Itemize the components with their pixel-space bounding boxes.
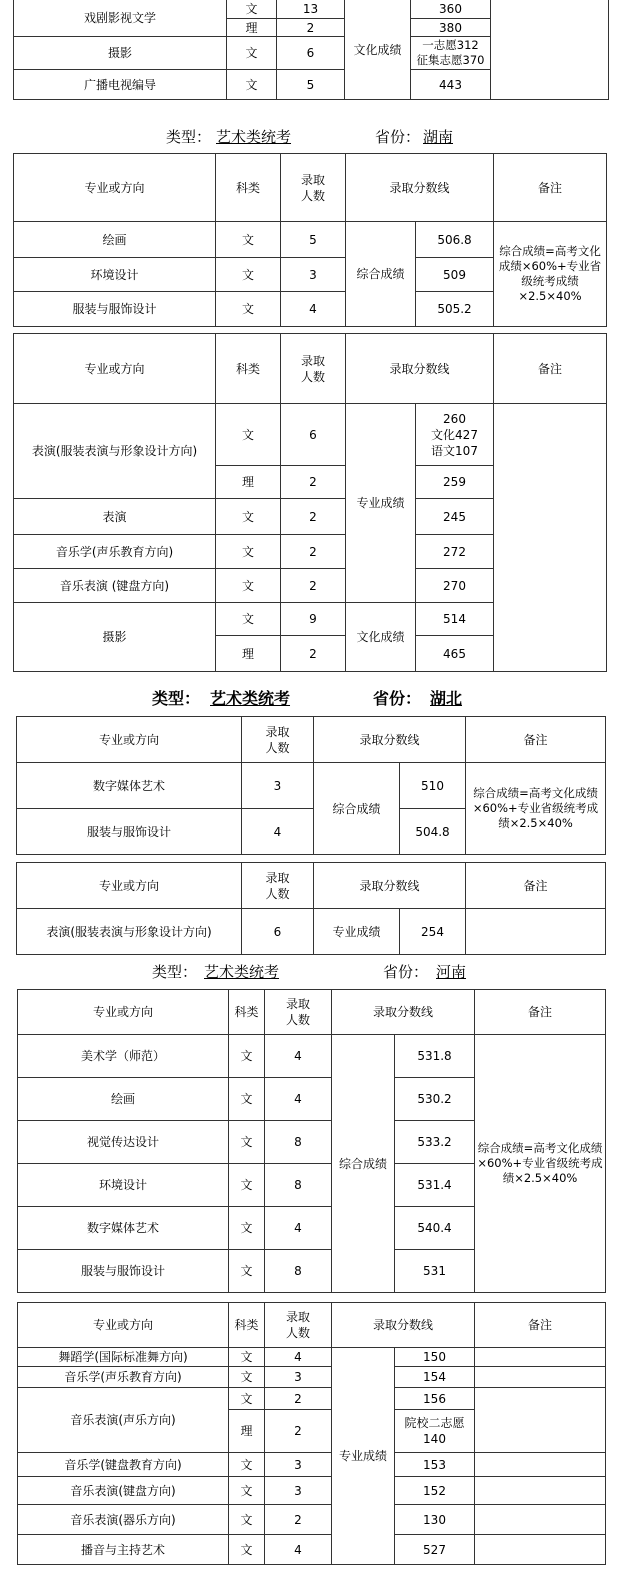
hubei-professional-table [16, 862, 606, 955]
subject-cell: 文 [216, 535, 281, 569]
major-cell: 摄影 [14, 603, 216, 672]
header-count-line: 录取 [300, 172, 325, 187]
subject-cell: 文 [229, 1388, 265, 1410]
score-type-cell: 综合成绩 [346, 222, 416, 327]
score-cell: 254 [400, 909, 466, 955]
note-cell: 综合成绩=高考文化成绩×60%+专业省级统考成绩×2.5×40% [475, 1035, 606, 1293]
subject-cell: 文 [229, 1035, 265, 1078]
score-cell [395, 1410, 475, 1453]
subject-cell: 文 [216, 499, 281, 535]
subject-cell: 文 [229, 1535, 265, 1565]
score-type-cell: 文化成绩 [346, 603, 416, 672]
score-cell: 259 [416, 466, 494, 499]
count-cell: 3 [265, 1453, 332, 1477]
note-cell [466, 909, 606, 955]
subject-cell: 文 [229, 1207, 265, 1250]
score-cell: 380 [411, 19, 491, 37]
score-cell [411, 37, 491, 70]
count-cell: 4 [265, 1035, 332, 1078]
count-cell: 2 [281, 636, 346, 672]
score-cell: 153 [395, 1453, 475, 1477]
subject-cell: 文 [216, 222, 281, 258]
score-line: 语文107 [431, 443, 478, 458]
count-cell: 6 [242, 909, 314, 955]
header-major: 专业或方向 [17, 863, 242, 909]
subject-cell: 文 [216, 292, 281, 327]
header-count-line: 人数 [265, 740, 290, 755]
type-label: 类型： [152, 963, 198, 981]
count-cell: 9 [281, 603, 346, 636]
subject-cell: 文 [229, 1121, 265, 1164]
section-heading-hubei [0, 682, 632, 708]
score-cell: 272 [416, 535, 494, 569]
count-cell: 3 [265, 1477, 332, 1505]
header-count-line: 录取 [265, 724, 290, 739]
henan-comprehensive-table [17, 989, 606, 1293]
score-cell: 530.2 [395, 1078, 475, 1121]
count-cell: 5 [277, 70, 345, 100]
header-note: 备注 [466, 717, 606, 763]
type-value: 艺术类统考 [216, 128, 292, 146]
subject-cell: 理 [227, 19, 277, 37]
count-cell: 2 [281, 499, 346, 535]
header-major: 专业或方向 [18, 1303, 229, 1348]
count-cell: 2 [277, 19, 345, 37]
score-type-cell: 专业成绩 [346, 404, 416, 603]
score-cell: 245 [416, 499, 494, 535]
section-heading-henan [0, 957, 632, 983]
hunan-professional-table [13, 333, 607, 672]
header-major: 专业或方向 [18, 990, 229, 1035]
subject-cell: 文 [229, 1348, 265, 1367]
header-note: 备注 [475, 990, 606, 1035]
count-cell: 2 [265, 1388, 332, 1410]
count-cell: 8 [265, 1164, 332, 1207]
subject-cell: 理 [216, 636, 281, 672]
type-value: 艺术类统考 [204, 963, 280, 981]
count-cell: 4 [265, 1535, 332, 1565]
header-count-line: 人数 [285, 1013, 310, 1027]
major-cell: 音乐表演(声乐方向) [18, 1388, 229, 1453]
type-label: 类型： [166, 128, 212, 146]
count-cell: 2 [281, 466, 346, 499]
header-count-line: 录取 [265, 870, 290, 885]
province-value: 湖北 [430, 689, 463, 708]
score-line: 院校二志愿 [404, 1416, 465, 1430]
note-cell [475, 1477, 606, 1505]
type-value: 艺术类统考 [210, 689, 291, 708]
note-cell [475, 1348, 606, 1367]
score-cell: 533.2 [395, 1121, 475, 1164]
major-cell: 服装与服饰设计 [14, 292, 216, 327]
score-cell: 510 [400, 763, 466, 809]
header-subject: 科类 [216, 154, 281, 222]
subject-cell: 文 [216, 603, 281, 636]
header-count [265, 1303, 332, 1348]
count-cell: 8 [265, 1121, 332, 1164]
score-line: 140 [423, 1432, 446, 1446]
major-cell: 数字媒体艺术 [17, 763, 242, 809]
header-count-line: 人数 [300, 369, 325, 384]
header-major: 专业或方向 [17, 717, 242, 763]
count-cell: 2 [281, 535, 346, 569]
major-cell: 音乐表演(键盘方向) [18, 1477, 229, 1505]
score-cell: 130 [395, 1505, 475, 1535]
note-cell [491, 0, 609, 100]
header-score-line: 录取分数线 [314, 717, 466, 763]
header-count-line: 录取 [285, 997, 310, 1011]
major-cell: 环境设计 [18, 1164, 229, 1207]
score-cell: 527 [395, 1535, 475, 1565]
subject-cell: 文 [229, 1453, 265, 1477]
count-cell: 6 [281, 404, 346, 466]
subject-cell: 文 [229, 1078, 265, 1121]
score-type-cell: 文化成绩 [345, 0, 411, 100]
header-count [265, 990, 332, 1035]
subject-cell: 文 [216, 569, 281, 603]
score-cell: 531 [395, 1250, 475, 1293]
score-line: 260 [443, 411, 466, 426]
score-type-cell: 综合成绩 [332, 1035, 395, 1293]
major-cell: 美术学（师范） [18, 1035, 229, 1078]
major-cell: 摄影 [14, 37, 227, 70]
note-cell [475, 1388, 606, 1453]
province-label: 省份： [373, 689, 422, 708]
major-cell: 服装与服饰设计 [17, 809, 242, 855]
subject-cell: 文 [216, 404, 281, 466]
score-cell: 505.2 [416, 292, 494, 327]
major-cell: 广播电视编导 [14, 70, 227, 100]
count-cell: 4 [265, 1078, 332, 1121]
count-cell: 6 [277, 37, 345, 70]
hunan-comprehensive-table [13, 153, 607, 327]
header-score-line: 录取分数线 [346, 154, 494, 222]
major-cell: 表演 [14, 499, 216, 535]
major-cell: 音乐表演(器乐方向) [18, 1505, 229, 1535]
major-cell: 绘画 [18, 1078, 229, 1121]
score-cell: 270 [416, 569, 494, 603]
subject-cell: 文 [227, 37, 277, 70]
major-cell: 服装与服饰设计 [18, 1250, 229, 1293]
header-count-line: 人数 [285, 1326, 310, 1340]
header-count [242, 717, 314, 763]
subject-cell: 理 [229, 1410, 265, 1453]
header-major: 专业或方向 [14, 334, 216, 404]
count-cell: 4 [242, 809, 314, 855]
header-note: 备注 [475, 1303, 606, 1348]
score-type-cell: 专业成绩 [332, 1348, 395, 1565]
subject-cell: 文 [227, 70, 277, 100]
subject-cell: 文 [229, 1505, 265, 1535]
score-cell: 465 [416, 636, 494, 672]
count-cell: 2 [265, 1505, 332, 1535]
subject-cell: 理 [216, 466, 281, 499]
header-count-line: 录取 [285, 1310, 310, 1324]
major-cell: 环境设计 [14, 258, 216, 292]
note-cell: 综合成绩=高考文化成绩×60%+专业省级统考成绩×2.5×40% [494, 222, 607, 327]
score-cell: 514 [416, 603, 494, 636]
major-cell: 音乐学(声乐教育方向) [14, 535, 216, 569]
section-heading-hunan [0, 122, 632, 148]
header-note: 备注 [494, 154, 607, 222]
header-count-line: 人数 [300, 188, 325, 203]
score-cell: 360 [411, 0, 491, 19]
header-count [281, 334, 346, 404]
header-subject: 科类 [229, 990, 265, 1035]
count-cell: 3 [281, 258, 346, 292]
province-value: 河南 [436, 963, 467, 981]
hubei-comprehensive-table [16, 716, 606, 855]
score-cell: 506.8 [416, 222, 494, 258]
count-cell: 4 [265, 1348, 332, 1367]
header-subject: 科类 [216, 334, 281, 404]
header-score-line: 录取分数线 [332, 1303, 475, 1348]
header-subject: 科类 [229, 1303, 265, 1348]
count-cell: 5 [281, 222, 346, 258]
subject-cell: 文 [229, 1477, 265, 1505]
subject-cell: 文 [227, 0, 277, 19]
header-count-line: 录取 [300, 353, 325, 368]
subject-cell: 文 [229, 1164, 265, 1207]
score-cell [416, 404, 494, 466]
major-cell: 播音与主持艺术 [18, 1535, 229, 1565]
major-cell: 音乐学(声乐教育方向) [18, 1367, 229, 1388]
major-cell: 数字媒体艺术 [18, 1207, 229, 1250]
header-major: 专业或方向 [14, 154, 216, 222]
note-cell: 综合成绩=高考文化成绩×60%+专业省级统考成绩×2.5×40% [466, 763, 606, 855]
subject-cell: 文 [229, 1250, 265, 1293]
header-count [242, 863, 314, 909]
score-cell: 531.4 [395, 1164, 475, 1207]
score-cell: 509 [416, 258, 494, 292]
score-cell: 152 [395, 1477, 475, 1505]
count-cell: 3 [242, 763, 314, 809]
score-type-cell: 综合成绩 [314, 763, 400, 855]
henan-professional-table [17, 1302, 606, 1565]
subject-cell: 文 [229, 1367, 265, 1388]
score-cell: 156 [395, 1388, 475, 1410]
major-cell: 视觉传达设计 [18, 1121, 229, 1164]
score-type-cell: 专业成绩 [314, 909, 400, 955]
header-note: 备注 [494, 334, 607, 404]
note-cell [475, 1535, 606, 1565]
count-cell: 3 [265, 1367, 332, 1388]
score-line: 一志愿312 [422, 38, 479, 52]
note-cell [475, 1367, 606, 1388]
note-cell [475, 1453, 606, 1477]
count-cell: 4 [281, 292, 346, 327]
count-cell: 13 [277, 0, 345, 19]
major-cell: 音乐表演 (键盘方向) [14, 569, 216, 603]
major-cell: 表演(服装表演与形象设计方向) [14, 404, 216, 499]
header-note: 备注 [466, 863, 606, 909]
score-line: 文化427 [431, 427, 478, 442]
header-count [281, 154, 346, 222]
count-cell: 8 [265, 1250, 332, 1293]
major-cell: 音乐学(键盘教育方向) [18, 1453, 229, 1477]
header-score-line: 录取分数线 [346, 334, 494, 404]
score-cell: 150 [395, 1348, 475, 1367]
major-cell: 舞蹈学(国际标准舞方向) [18, 1348, 229, 1367]
type-label: 类型： [152, 689, 201, 708]
note-cell [475, 1505, 606, 1535]
count-cell: 2 [281, 569, 346, 603]
header-score-line: 录取分数线 [314, 863, 466, 909]
score-cell: 443 [411, 70, 491, 100]
province-label: 省份： [383, 963, 429, 981]
score-cell: 531.8 [395, 1035, 475, 1078]
major-cell: 表演(服装表演与形象设计方向) [17, 909, 242, 955]
major-cell: 绘画 [14, 222, 216, 258]
count-cell: 4 [265, 1207, 332, 1250]
score-cell: 540.4 [395, 1207, 475, 1250]
top-admission-table [13, 0, 609, 100]
score-line: 征集志愿370 [416, 53, 485, 67]
score-cell: 154 [395, 1367, 475, 1388]
province-value: 湖南 [423, 128, 454, 146]
score-cell: 504.8 [400, 809, 466, 855]
subject-cell: 文 [216, 258, 281, 292]
major-cell: 戏剧影视文学 [14, 0, 227, 37]
count-cell: 2 [265, 1410, 332, 1453]
header-score-line: 录取分数线 [332, 990, 475, 1035]
note-cell [494, 404, 607, 672]
province-label: 省份： [375, 128, 421, 146]
header-count-line: 人数 [265, 886, 290, 901]
